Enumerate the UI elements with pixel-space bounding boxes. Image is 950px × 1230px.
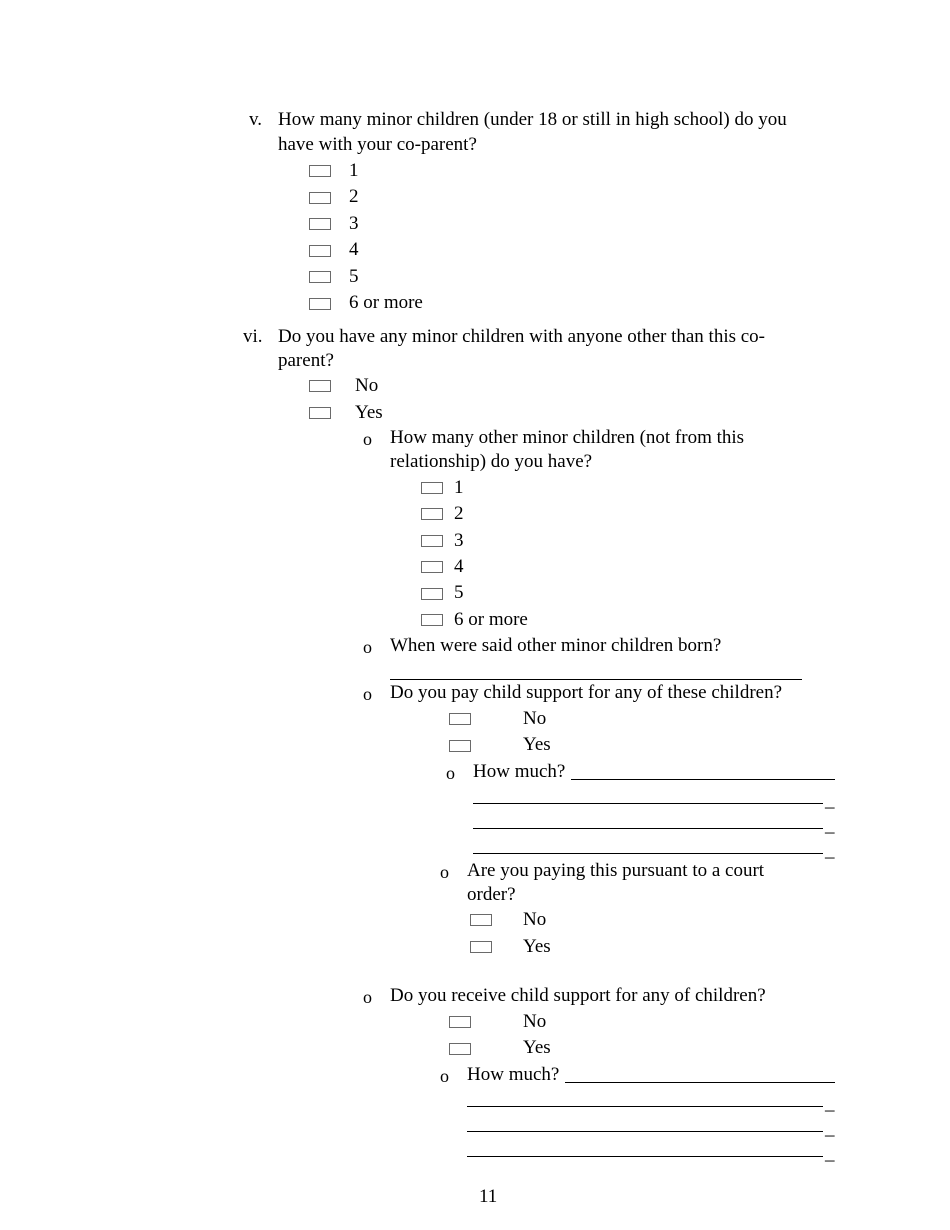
checkbox-other-4[interactable] xyxy=(421,561,443,573)
question-v-text-line1: How many minor children (under 18 or still in high school) do you xyxy=(278,109,787,130)
checkbox-court-yes[interactable] xyxy=(470,941,492,953)
checkbox-v-3[interactable] xyxy=(309,218,331,230)
checkbox-pay-yes[interactable] xyxy=(449,740,471,752)
line-suffix: _ xyxy=(825,815,835,836)
page-number: 11 xyxy=(479,1186,498,1207)
option-label: Yes xyxy=(523,1037,551,1058)
checkbox-v-4[interactable] xyxy=(309,245,331,257)
sub-pay-text: Do you pay child support for any of these children? xyxy=(390,682,783,703)
line-suffix: _ xyxy=(825,1143,835,1164)
option-label: 6 or more xyxy=(349,292,423,313)
checkbox-other-2[interactable] xyxy=(421,508,443,520)
option-label: 3 xyxy=(349,213,359,234)
bullet-icon: o xyxy=(363,429,372,449)
pay-answer-line[interactable] xyxy=(473,803,823,804)
checkbox-receive-no[interactable] xyxy=(449,1016,471,1028)
checkbox-other-3[interactable] xyxy=(421,535,443,547)
option-label: No xyxy=(523,708,547,729)
sub-receive-text: Do you receive child support for any of children? xyxy=(390,985,766,1006)
option-label: 5 xyxy=(454,582,464,603)
option-label: 2 xyxy=(454,503,464,524)
checkbox-vi-no[interactable] xyxy=(309,380,331,392)
sub-born-text: When were said other minor children born? xyxy=(390,635,722,656)
option-label: 4 xyxy=(349,239,359,260)
option-label: 5 xyxy=(349,266,359,287)
option-label: No xyxy=(523,909,547,930)
question-v-number: v. xyxy=(249,109,263,130)
checkbox-v-6-or-more[interactable] xyxy=(309,298,331,310)
option-label: 4 xyxy=(454,556,464,577)
bullet-icon: o xyxy=(363,987,372,1007)
checkbox-court-no[interactable] xyxy=(470,914,492,926)
option-label: Yes xyxy=(523,936,551,957)
sub-count-text-line1: How many other minor children (not from this xyxy=(390,427,745,448)
born-answer-line[interactable] xyxy=(390,679,802,680)
option-label: No xyxy=(355,375,379,396)
option-label: Yes xyxy=(355,402,383,423)
receive-answer-line[interactable] xyxy=(467,1106,823,1107)
line-suffix: _ xyxy=(825,840,835,861)
bullet-icon: o xyxy=(440,862,449,882)
line-suffix: _ xyxy=(825,1093,835,1114)
pay-how-much-line[interactable] xyxy=(571,779,835,780)
pay-answer-line[interactable] xyxy=(473,828,823,829)
court-order-text-line1: Are you paying this pursuant to a court xyxy=(467,860,765,881)
checkbox-other-5[interactable] xyxy=(421,588,443,600)
checkbox-v-5[interactable] xyxy=(309,271,331,283)
checkbox-vi-yes[interactable] xyxy=(309,407,331,419)
checkbox-other-6-or-more[interactable] xyxy=(421,614,443,626)
option-label: 6 or more xyxy=(454,609,528,630)
line-suffix: _ xyxy=(825,1118,835,1139)
line-suffix: _ xyxy=(825,790,835,811)
option-label: No xyxy=(523,1011,547,1032)
option-label: 1 xyxy=(349,160,359,181)
checkbox-other-1[interactable] xyxy=(421,482,443,494)
sub-count-text-line2: relationship) do you have? xyxy=(390,451,593,472)
court-order-text-line2: order? xyxy=(467,884,516,905)
question-vi-text-line1: Do you have any minor children with anyone other than this co- xyxy=(278,326,766,347)
checkbox-receive-yes[interactable] xyxy=(449,1043,471,1055)
bullet-icon: o xyxy=(446,763,455,783)
checkbox-v-2[interactable] xyxy=(309,192,331,204)
question-vi-text-line2: parent? xyxy=(278,350,334,371)
receive-how-much-label: How much? xyxy=(467,1064,560,1085)
bullet-icon: o xyxy=(363,684,372,704)
option-label: 1 xyxy=(454,477,464,498)
checkbox-pay-no[interactable] xyxy=(449,713,471,725)
option-label: 3 xyxy=(454,530,464,551)
question-v-text-line2: have with your co-parent? xyxy=(278,134,477,155)
bullet-icon: o xyxy=(363,637,372,657)
pay-how-much-label: How much? xyxy=(473,761,566,782)
option-label: 2 xyxy=(349,186,359,207)
bullet-icon: o xyxy=(440,1066,449,1086)
pay-answer-line[interactable] xyxy=(473,853,823,854)
question-vi-number: vi. xyxy=(243,326,263,347)
option-label: Yes xyxy=(523,734,551,755)
receive-how-much-line[interactable] xyxy=(565,1082,835,1083)
checkbox-v-1[interactable] xyxy=(309,165,331,177)
receive-answer-line[interactable] xyxy=(467,1156,823,1157)
receive-answer-line[interactable] xyxy=(467,1131,823,1132)
